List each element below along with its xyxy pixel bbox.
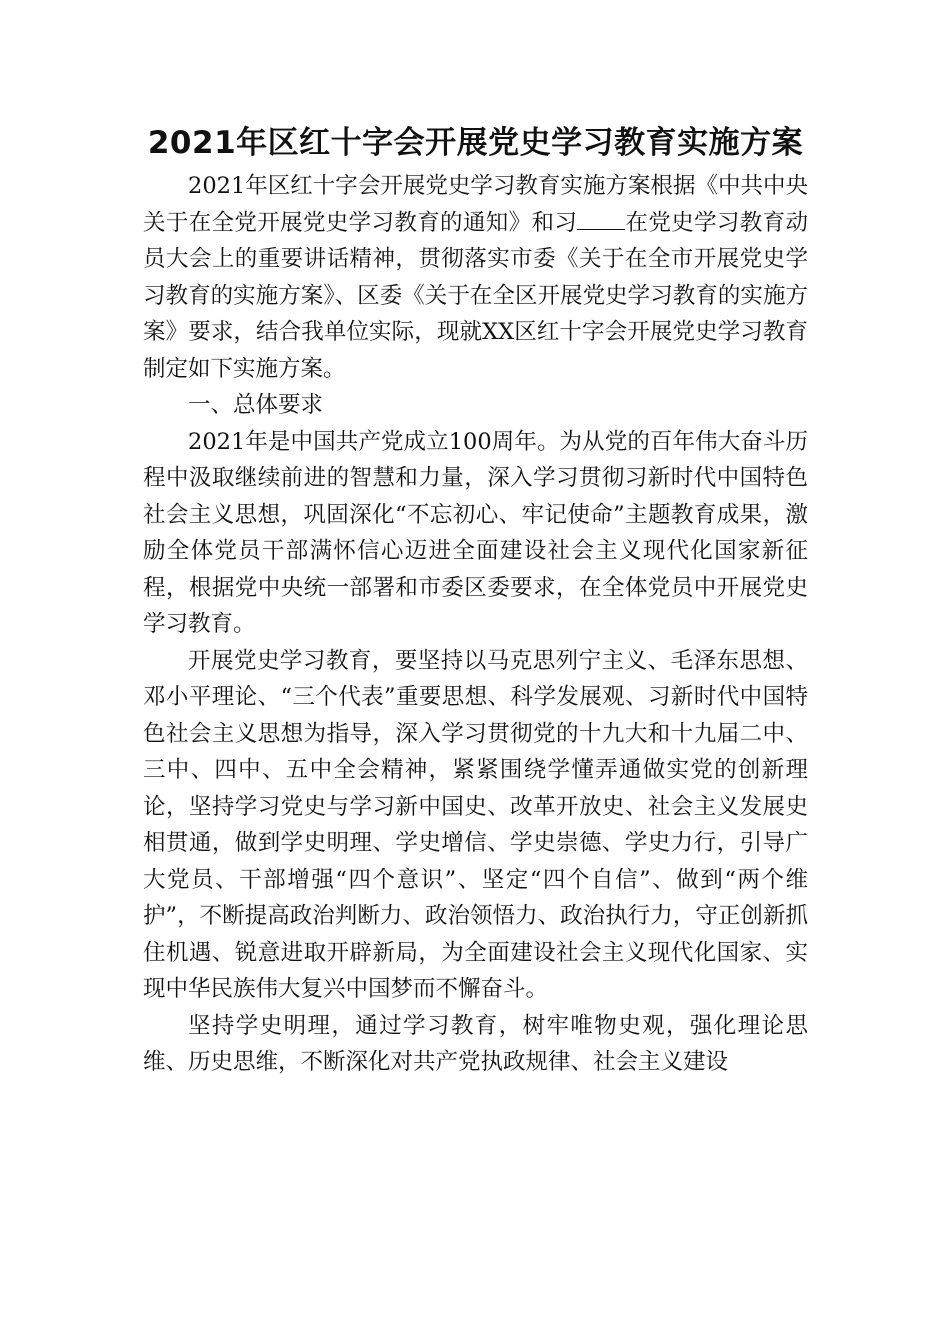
paragraph-centenary: 2021年是中国共产党成立100周年。为从党的百年伟大奋斗历程中汲取继续前进的智慧和力量，深入学习贯彻习新时代中国特色社会主义思想，巩固深化“不忘初心、牢记使命”主题教育成果，激励全体党员干部满怀信心迈进全面建设社会主义现代化国家新征程，根据党中央统一部署和市委区委要求，在全体党员中开展党史学习教育。 <box>143 428 808 637</box>
intro-paragraph <box>143 168 808 387</box>
blank-underline <box>577 211 625 230</box>
document-body <box>143 168 808 1081</box>
section-heading-general-requirements: 一、总体要求 <box>188 392 324 418</box>
intro-text-before-blank: 2021年区红十字会开展党史学习教育实施方案根据《中共中央关于在全党开展党史学习教育的通知》和习 <box>143 173 808 236</box>
document-title: 2021年区红十字会开展党史学习教育实施方案 <box>147 125 804 161</box>
paragraph-guiding-ideology: 开展党史学习教育，要坚持以马克思列宁主义、毛泽东思想、邓小平理论、“三个代表”重要思想、科学发展观、习新时代中国特色社会主义思想为指导，深入学习贯彻党的十九大和十九届二中、三中、四中、五中全会精神，紧紧围绕学懂弄通做实党的创新理论，坚持学习党史与学习新中国史、改革开放史、社会主义发展史相贯通，做到学史明理、学史增信、学史崇德、学史力行，引导广大党员、干部增强“四个意识”、坚定“四个自信”、做到“两个维护”，不断提高政治判断力、政治领悟力、政治执行力，守正创新抓住机遇、锐意进取开辟新局，为全面建设社会主义现代化国家、实现中华民族伟大复兴中国梦而不懈奋斗。 <box>143 647 808 1002</box>
paragraph-learn-history: 坚持学史明理，通过学习教育，树牢唯物史观，强化理论思维、历史思维，不断深化对共产党执政规律、社会主义建设 <box>143 1012 808 1075</box>
intro-text-after-blank: 在党史学习教育动员大会上的重要讲话精神，贯彻落实市委《关于在全市开展党史学习教育的实施方案》、区委《关于在全区开展党史学习教育的实施方案》要求，结合我单位实际，现就XX区红十字会开展党史学习教育制定如下实施方案。 <box>143 209 808 382</box>
document-page <box>143 0 808 1081</box>
